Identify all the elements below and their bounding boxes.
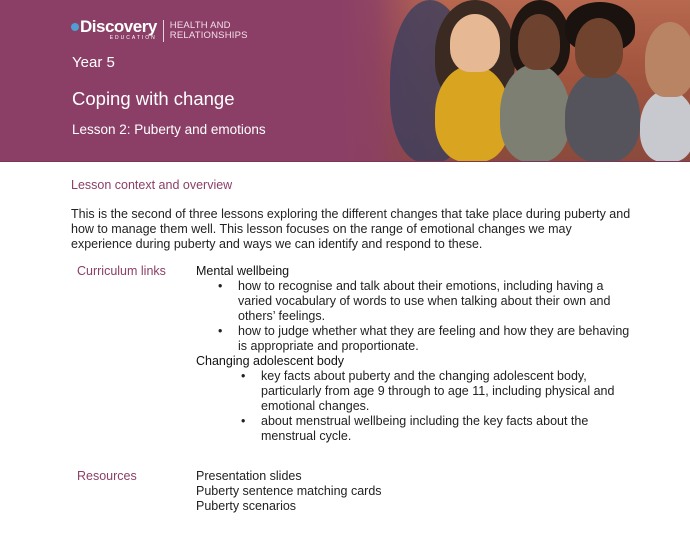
photo-figure xyxy=(575,18,623,78)
overview-heading: Lesson context and overview xyxy=(71,178,233,192)
group-title: Mental wellbeing xyxy=(196,264,290,278)
year-label: Year 5 xyxy=(72,54,115,71)
photo-figure xyxy=(435,65,510,162)
list-item-text: key facts about puberty and the changing adolescent body, particularly from age 9 through to age 11, including physical and emotional changes. xyxy=(261,369,615,413)
resource-item: Puberty scenarios xyxy=(196,499,297,513)
photo-figure xyxy=(640,90,690,162)
logo-mark xyxy=(71,19,157,42)
curriculum-links xyxy=(196,264,636,444)
photo-figure xyxy=(450,14,500,72)
list-item xyxy=(196,324,636,354)
resource-item: Puberty sentence matching cards xyxy=(196,484,382,498)
list-item xyxy=(196,279,636,324)
unit-title: Coping with change xyxy=(72,88,235,109)
curriculum-group-changing-adolescent-body xyxy=(196,354,636,444)
lesson-title: Lesson 2: Puberty and emotions xyxy=(72,122,266,137)
curriculum-group-mental-wellbeing xyxy=(196,264,636,354)
bullet-list xyxy=(196,369,636,444)
overview-body: This is the second of three lessons exploring the different changes that take place during puberty and how to manage them well. This lesson focuses on the range of emotional changes we may experience during puberty and ways we can identify and respond to these. xyxy=(71,207,631,251)
list-item-text: how to recognise and talk about their emotions, including having a varied vocabulary of words to use when talking about their own and others’ feelings. xyxy=(238,279,611,323)
list-item-text: about menstrual wellbeing including the key facts about the menstrual cycle. xyxy=(261,414,589,443)
resource-item: Presentation slides xyxy=(196,469,302,483)
logo-subtext: EDUCATION xyxy=(109,35,157,41)
list-item xyxy=(196,369,636,414)
photo-figure xyxy=(565,70,640,162)
bullet-list xyxy=(196,279,636,354)
product-name xyxy=(170,21,248,41)
globe-icon xyxy=(71,23,79,31)
bullet-icon: • xyxy=(218,324,223,338)
list-item xyxy=(196,414,636,444)
group-title: Changing adolescent body xyxy=(196,354,345,368)
logo-divider xyxy=(163,20,164,42)
children-photo xyxy=(340,0,690,162)
bullet-icon: • xyxy=(218,279,223,293)
product-line-1: HEALTH AND xyxy=(169,19,231,31)
discovery-education-logo xyxy=(71,19,248,42)
lesson-header-banner xyxy=(0,0,690,162)
photo-figure xyxy=(500,64,570,162)
curriculum-links-label: Curriculum links xyxy=(77,264,166,278)
bullet-icon: • xyxy=(241,414,246,428)
photo-figure xyxy=(518,14,560,70)
bullet-icon: • xyxy=(241,369,246,383)
resources-label: Resources xyxy=(77,469,137,483)
logo-name-text: Discovery xyxy=(80,17,157,36)
logo-wordmark xyxy=(71,19,157,35)
list-item-text: how to judge whether what they are feeling and how they are behaving is appropriate and proportionate. xyxy=(238,324,630,353)
photo-figure xyxy=(645,22,690,97)
product-line-2: RELATIONSHIPS xyxy=(169,29,248,41)
resources-list xyxy=(196,469,382,514)
header-divider xyxy=(0,161,690,162)
